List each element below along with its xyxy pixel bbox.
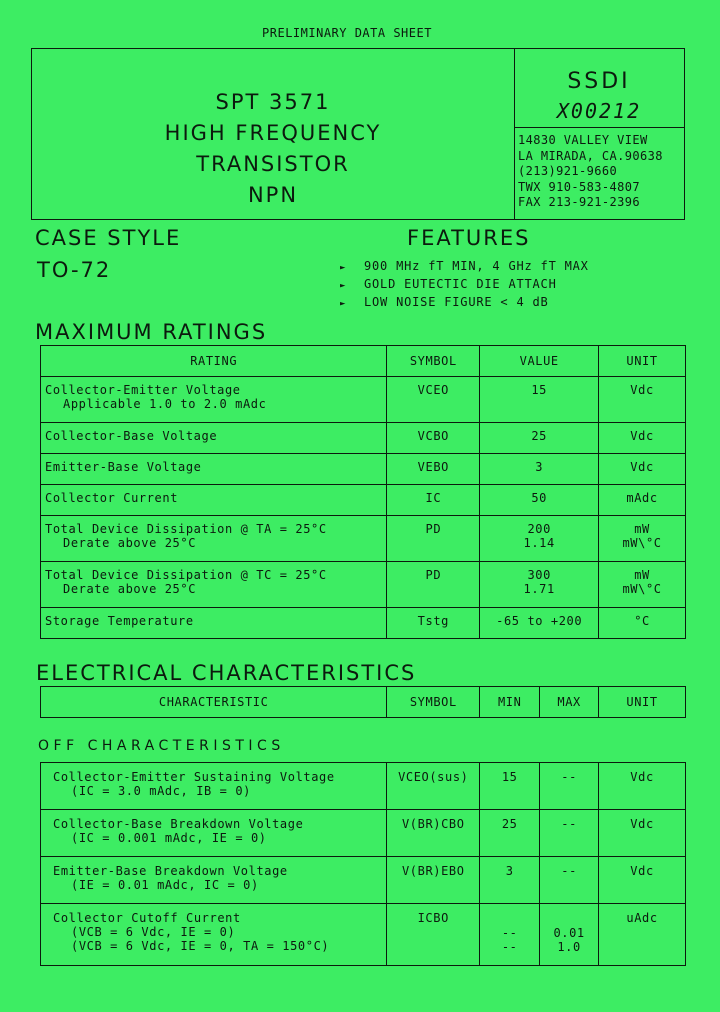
max-cell: --: [540, 763, 599, 810]
min-cell: 15: [480, 763, 540, 810]
bullet-arrow-icon: ►: [340, 263, 347, 273]
address-line: 14830 VALLEY VIEW: [518, 133, 648, 147]
derate-value: 1.14: [523, 536, 555, 550]
rating-sub: Derate above 25°C: [63, 582, 197, 596]
symbol-cell: PD: [387, 516, 480, 562]
symbol-cell: Tstg: [387, 608, 480, 639]
preliminary-label: PRELIMINARY DATA SHEET: [262, 26, 432, 40]
company-divider: [514, 127, 684, 128]
unit-cell: uAdc: [599, 904, 686, 966]
case-style-heading: CASE STYLE: [35, 226, 182, 250]
table-header-row: [41, 346, 686, 377]
company-name: SSDI: [567, 69, 631, 94]
characteristic-name: Collector-Emitter Sustaining Voltage: [53, 770, 335, 784]
address-line: TWX 910-583-4807: [518, 179, 640, 194]
part-number: SPT 3571: [215, 90, 331, 114]
max-cell: --: [540, 857, 599, 904]
rating-name: Total Device Dissipation @ TA = 25°C: [45, 522, 327, 536]
unit-cell: mAdc: [599, 485, 686, 516]
derate-unit: mW\°C: [622, 582, 662, 596]
column-header: MAX: [540, 687, 599, 718]
electrical-heading: ELECTRICAL CHARACTERISTICS: [36, 661, 417, 685]
max-cell: --: [540, 810, 599, 857]
characteristic-name: Collector-Base Breakdown Voltage: [53, 817, 304, 831]
rating-name: Collector-Emitter Voltage: [45, 383, 241, 397]
features-list: [340, 258, 589, 312]
symbol-cell: VCEO(sus): [387, 763, 480, 810]
value-cell: 15: [480, 377, 599, 423]
address-line: FAX 213-921-2396: [518, 195, 640, 209]
symbol-cell: PD: [387, 562, 480, 608]
unit-cell: mW: [634, 568, 650, 582]
rating-name: Collector-Base Voltage: [41, 423, 387, 454]
table-row: [41, 810, 686, 857]
column-header: CHARACTERISTIC: [41, 687, 387, 718]
unit-cell: Vdc: [599, 454, 686, 485]
unit-cell: Vdc: [599, 423, 686, 454]
table-header-row: [41, 687, 686, 718]
test-condition: (VCB = 6 Vdc, IE = 0, TA = 150°C): [71, 939, 330, 953]
column-header: RATING: [41, 346, 387, 377]
value-cell: 200: [527, 522, 551, 536]
symbol-cell: VCEO: [387, 377, 480, 423]
value-cell: 50: [480, 485, 599, 516]
table-row: [41, 763, 686, 810]
min-cell: --: [501, 940, 518, 954]
table-row: [41, 608, 686, 639]
test-condition: (IC = 3.0 mAdc, IB = 0): [71, 784, 251, 798]
rating-name: Emitter-Base Voltage: [41, 454, 387, 485]
rating-name: Total Device Dissipation @ TC = 25°C: [45, 568, 327, 582]
min-cell: --: [501, 926, 518, 940]
symbol-cell: VCBO: [387, 423, 480, 454]
table-row: [41, 377, 686, 423]
test-condition: (IC = 0.001 mAdc, IE = 0): [71, 831, 267, 845]
part-title: [32, 87, 514, 211]
unit-cell: Vdc: [599, 810, 686, 857]
value-cell: 3: [480, 454, 599, 485]
symbol-cell: V(BR)CBO: [387, 810, 480, 857]
test-condition: (VCB = 6 Vdc, IE = 0): [71, 925, 236, 939]
address-line: LA MIRADA, CA.90638: [518, 148, 663, 163]
derate-value: 1.71: [523, 582, 555, 596]
column-header: UNIT: [599, 687, 686, 718]
table-row: [41, 423, 686, 454]
value-cell: 300: [527, 568, 551, 582]
unit-cell: Vdc: [599, 763, 686, 810]
max-ratings-heading: MAXIMUM RATINGS: [35, 320, 268, 344]
unit-cell: mW: [634, 522, 650, 536]
rating-sub: Derate above 25°C: [63, 536, 197, 550]
title-block: [31, 48, 685, 220]
column-header: UNIT: [599, 346, 686, 377]
min-cell: 3: [480, 857, 540, 904]
rating-name: Storage Temperature: [41, 608, 387, 639]
bullet-arrow-icon: ►: [340, 281, 347, 291]
value-cell: 25: [480, 423, 599, 454]
symbol-cell: ICBO: [387, 904, 480, 966]
symbol-cell: VEBO: [387, 454, 480, 485]
bullet-arrow-icon: ►: [340, 299, 347, 309]
electrical-header-table: [40, 686, 686, 718]
off-characteristics-heading: OFF CHARACTERISTICS: [38, 738, 285, 754]
unit-cell: °C: [599, 608, 686, 639]
part-polarity: NPN: [247, 183, 299, 207]
value-cell: -65 to +200: [480, 608, 599, 639]
symbol-cell: V(BR)EBO: [387, 857, 480, 904]
test-condition: (IE = 0.01 mAdc, IC = 0): [71, 878, 259, 892]
unit-cell: Vdc: [599, 377, 686, 423]
max-cell: 0.01: [553, 926, 585, 940]
table-row: [41, 485, 686, 516]
column-header: SYMBOL: [387, 346, 480, 377]
column-header: VALUE: [480, 346, 599, 377]
max-cell: 1.0: [557, 940, 581, 954]
table-row: [41, 857, 686, 904]
feature-item: ► LOW NOISE FIGURE < 4 dB: [340, 294, 589, 312]
characteristic-name: Collector Cutoff Current: [53, 911, 241, 925]
feature-item: ► 900 MHz fT MIN, 4 GHz fT MAX: [340, 258, 589, 276]
document-code: X00212: [556, 99, 642, 123]
off-characteristics-table: [40, 762, 686, 966]
characteristic-name: Emitter-Base Breakdown Voltage: [53, 864, 288, 878]
min-cell: 25: [480, 810, 540, 857]
rating-name: Collector Current: [41, 485, 387, 516]
features-heading: FEATURES: [407, 226, 531, 250]
rating-sub: Applicable 1.0 to 2.0 mAdc: [63, 397, 267, 411]
feature-item: ► GOLD EUTECTIC DIE ATTACH: [340, 276, 589, 294]
table-row: [41, 516, 686, 562]
unit-cell: Vdc: [599, 857, 686, 904]
address-line: (213)921-9660: [518, 164, 618, 178]
part-desc-1: HIGH FREQUENCY: [164, 121, 382, 145]
max-ratings-table: [40, 345, 686, 639]
company-address: [518, 133, 663, 211]
table-row: [41, 562, 686, 608]
symbol-cell: IC: [387, 485, 480, 516]
table-row: [41, 454, 686, 485]
derate-unit: mW\°C: [622, 536, 662, 550]
part-desc-2: TRANSISTOR: [196, 152, 350, 176]
table-row: [41, 904, 686, 966]
column-header: SYMBOL: [387, 687, 480, 718]
case-style-value: TO-72: [37, 258, 112, 282]
column-header: MIN: [480, 687, 540, 718]
